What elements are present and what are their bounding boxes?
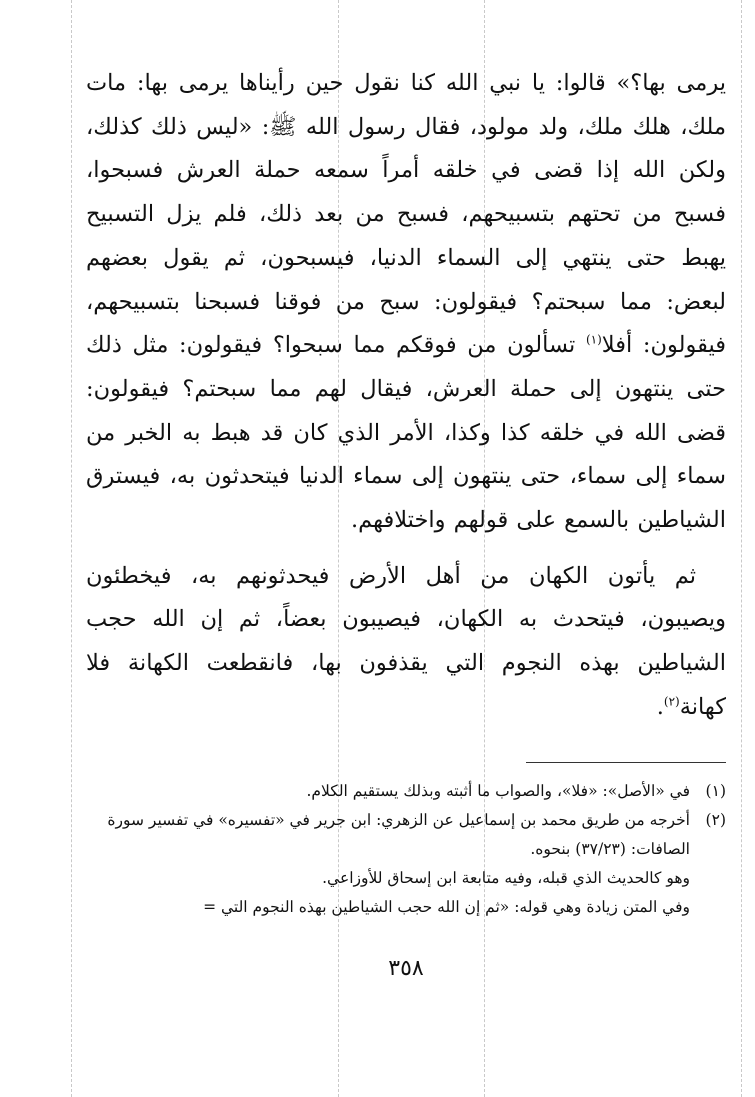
- footnote-number: (٢): [705, 810, 726, 829]
- footnote-2: [86, 806, 726, 864]
- paragraph-2: [86, 555, 726, 730]
- footnote-text: أخرجه من طريق محمد بن إسماعيل عن الزهري: ابن جرير في «تفسيره» في تفسير سورة الصافات: (٣٧/٢٣) بنحوه.: [107, 810, 690, 858]
- paragraph-text: يرمى بها؟» قالوا: يا نبي الله كنا نقول حين رأيناها يرمى بها: مات ملك، هلك ملك، ولد مولود، فقال رسول الله ﷺ: «ليس ذلك كذلك، ولكن الله إذا قضى في خلقه أمراً سمعه حملة العرش فسبحوا، فسبح من تحتهم بتسبيحهم، فسبح من بعد ذلك، فلم يزل التسبيح يهبط حتى ينتهي إلى السماء الدنيا، فيسبحون، ثم يقول بعضهم لبعض: مما سبحتم؟ فيقولون: سبح من فوقنا فسبحنا بتسبيحهم، فيقولون: أفلا: [86, 70, 727, 359]
- footnote-number: (١): [705, 781, 726, 800]
- paragraph-text: ثم يأتون الكهان من أهل الأرض فيحدثونهم به، فيخطئون ويصيبون، فيتحدث به الكهان، فيصيبون بعضاً، ثم إن الله حجب الشياطين بهذه النجوم التي يقذفون بها، فانقطعت الكهانة فلا كهانة: [86, 562, 726, 720]
- footnote-continuation: وهو كالحديث الذي قبله، وفيه متابعة ابن إسحاق للأوزاعي.: [322, 868, 690, 887]
- footnote-separator: [526, 762, 726, 763]
- footnote-text: في «الأصل»: «فلا»، والصواب ما أثبته وبذلك يستقيم الكلام.: [306, 781, 690, 800]
- paragraph-1: [86, 62, 726, 543]
- scan-guide-line: [741, 0, 742, 1097]
- scan-guide-line: [71, 0, 72, 1097]
- footnote-marker-1[interactable]: (١): [585, 332, 602, 347]
- footnotes: [86, 777, 726, 922]
- main-text: [86, 62, 726, 730]
- footnote-continuation: وفي المتن زيادة وهي قوله: «ثم إن الله حجب الشياطين بهذه النجوم التي =: [203, 897, 690, 916]
- book-page: [86, 62, 726, 981]
- paragraph-text: تسألون من فوقكم مما سبحوا؟ فيقولون: مثل ذلك حتى ينتهون إلى حملة العرش، فيقال لهم مما سبحتم؟ فيقولون: قضى الله في خلقه كذا وكذا، الأمر الذي كان قد هبط به الخبر من سماء إلى سماء، حتى ينتهون إلى سماء الدنيا فيتحدثون به، فيسترق الشياطين بالسمع على قولهم واختلافهم.: [86, 332, 726, 534]
- footnote-1: [86, 777, 726, 806]
- page-number: ٣٥٨: [388, 955, 424, 981]
- footnote-marker-2[interactable]: (٢): [663, 694, 680, 709]
- paragraph-text: .: [656, 693, 664, 720]
